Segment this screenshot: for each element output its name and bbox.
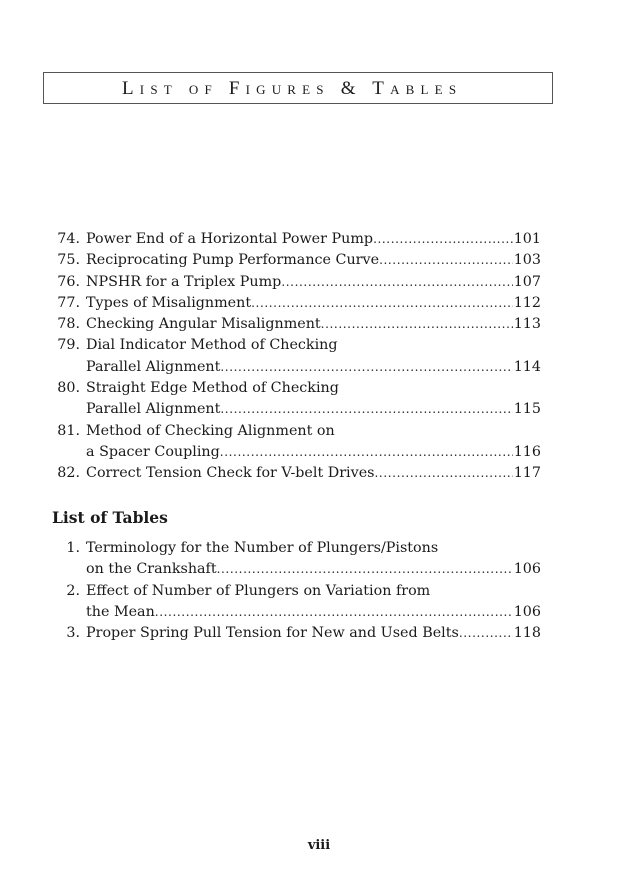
figure-entry [52,378,541,421]
figure-entry [52,250,541,271]
figure-number: 78. [57,316,80,333]
figure-entry [52,314,541,335]
figure-number: 79. [57,337,80,354]
figure-number: 75. [57,252,80,269]
figure-number: 77. [57,294,80,311]
page-number: viii [307,838,331,853]
table-page-number: 118 [513,625,541,642]
figure-page-number: 101 [513,231,541,247]
figure-title-line: a Spacer Coupling [86,443,220,460]
figure-title-line: Straight Edge Method of Checking [86,380,339,397]
figure-number: 81. [57,422,80,439]
figure-page-number: 107 [513,273,541,290]
figure-page-number: 103 [513,252,541,269]
figure-number: 80. [57,380,80,397]
figure-title-line: Dial Indicator Method of Checking [86,337,338,354]
figure-number: 74. [57,231,80,247]
table-entry [52,538,541,581]
figure-page-number: 112 [513,294,541,311]
header-box [43,72,553,104]
dot-leader [459,623,513,644]
table-title-line: the Mean [86,603,155,620]
figures-list [52,229,541,485]
figure-title-line: Correct Tension Check for V-belt Drives [86,465,375,482]
tables-list [52,538,541,644]
figure-entry [52,229,541,250]
dot-leader [373,229,513,250]
table-entry [52,623,541,644]
figure-page-number: 115 [513,401,541,418]
table-title-line: Proper Spring Pull Tension for New and Used Belts [86,625,459,642]
dot-leader [379,250,513,271]
figure-entry [52,335,541,378]
dot-leader [321,314,513,335]
tables-heading: List of Tables [52,508,168,527]
figure-page-number: 114 [513,358,541,375]
table-page-number: 106 [513,603,541,620]
figure-title-line: Parallel Alignment [86,358,221,375]
figure-title-line: Method of Checking Alignment on [86,422,335,439]
table-title-line: on the Crankshaft [86,561,217,578]
figure-entry [52,293,541,314]
figure-title-line: NPSHR for a Triplex Pump [86,273,282,290]
figure-title-line: Power End of a Horizontal Power Pump [86,231,374,247]
figure-title-line: Checking Angular Misalignment [86,316,321,333]
figure-page-number: 117 [513,465,541,482]
dot-leader [220,399,512,420]
dot-leader [155,602,513,623]
table-number: 1. [66,540,80,556]
figure-number: 76. [57,273,80,290]
table-page-number: 106 [513,561,541,578]
dot-leader [220,442,513,463]
page-title: List of Figures & Tables [122,78,463,99]
table-entry [52,581,541,624]
figure-page-number: 116 [513,443,541,460]
figure-title-line: Parallel Alignment [86,401,221,418]
table-title-line: Terminology for the Number of Plungers/Pistons [86,540,439,556]
figure-entry [52,421,541,464]
figure-entry [52,272,541,293]
dot-leader [375,463,513,484]
dot-leader [251,293,513,314]
figure-entry [52,463,541,484]
figure-title-line: Reciprocating Pump Performance Curve [86,252,380,269]
figure-title-line: Types of Misalignment [86,294,252,311]
dot-leader [217,559,513,580]
table-number: 3. [66,625,80,642]
table-title-line: Effect of Number of Plungers on Variation from [86,582,431,599]
figure-page-number: 113 [513,316,541,333]
table-number: 2. [66,582,80,599]
figure-number: 82. [57,465,80,482]
dot-leader [220,357,512,378]
dot-leader [281,272,512,293]
